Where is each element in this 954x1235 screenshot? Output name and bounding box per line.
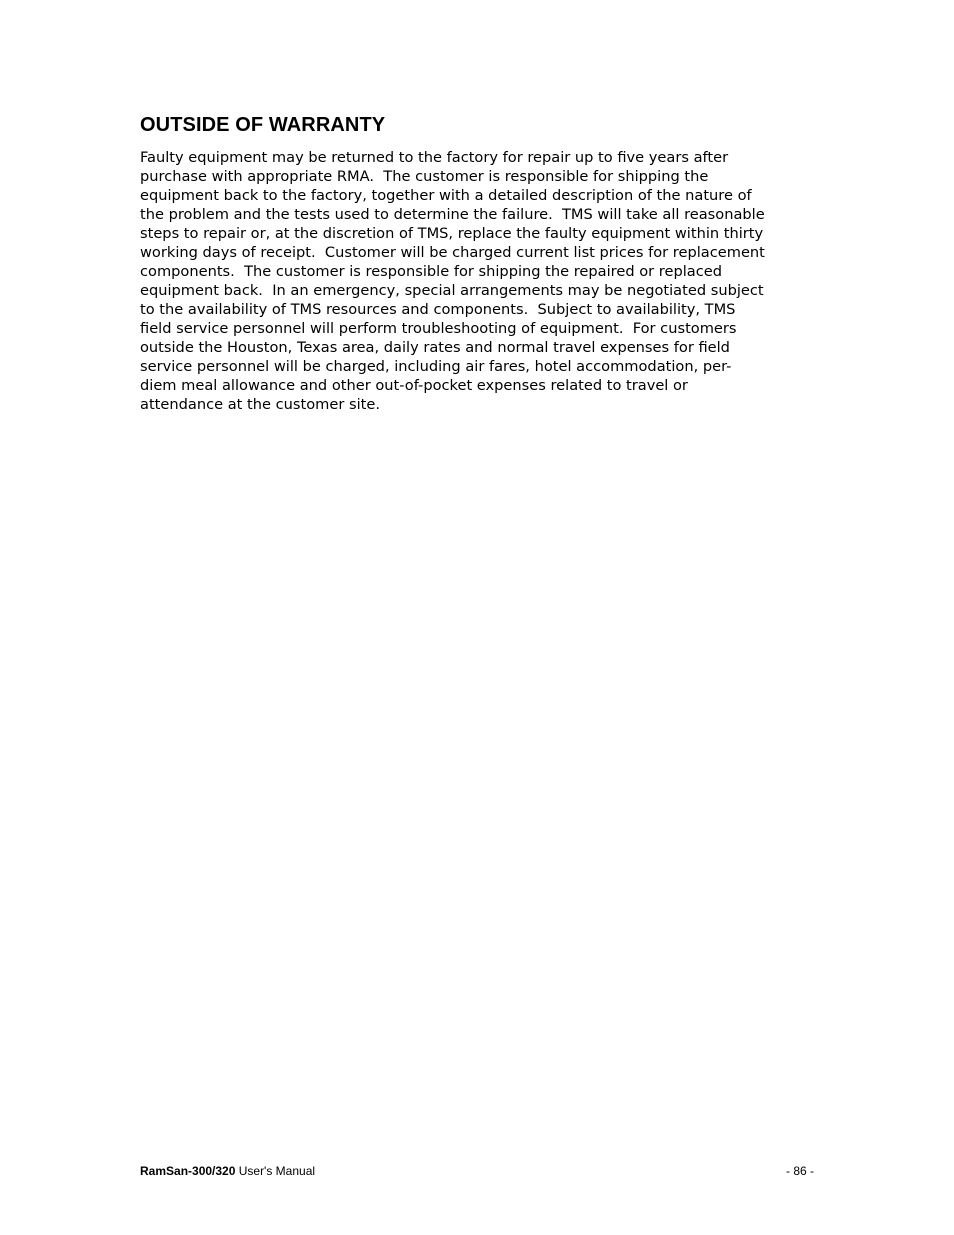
footer-manual-label: User's Manual [235,1164,316,1178]
body-line: equipment back. In an emergency, special arrangements may be negotiated subject [140,282,764,299]
body-line: the problem and the tests used to determine the failure. TMS will take all reasonable [140,206,765,223]
body-line: diem meal allowance and other out-of-pocket expenses related to travel or [140,377,688,394]
body-line: service personnel will be charged, including air fares, hotel accommodation, per- [140,358,732,375]
body-line: field service personnel will perform troubleshooting of equipment. For customers [140,320,737,337]
body-line: equipment back to the factory, together with a detailed description of the nature of [140,187,752,204]
body-line: steps to repair or, at the discretion of TMS, replace the faulty equipment within thirty [140,225,764,242]
section-body [140,148,830,414]
body-line: components. The customer is responsible for shipping the repaired or replaced [140,263,722,280]
body-line: attendance at the customer site. [140,396,380,413]
body-line: Faulty equipment may be returned to the factory for repair up to five years after [140,149,729,166]
body-line: working days of receipt. Customer will be charged current list prices for replacement [140,244,765,261]
body-line: to the availability of TMS resources and components. Subject to availability, TMS [140,301,736,318]
footer-manual-title [140,1163,315,1179]
footer-page-number: - 86 - [785,1164,814,1178]
body-line: outside the Houston, Texas area, daily rates and normal travel expenses for field [140,339,730,356]
section-heading: OUTSIDE OF WARRANTY [140,114,386,136]
footer-product-name: RamSan-300/320 [140,1164,236,1178]
body-line: purchase with appropriate RMA. The customer is responsible for shipping the [140,168,709,185]
